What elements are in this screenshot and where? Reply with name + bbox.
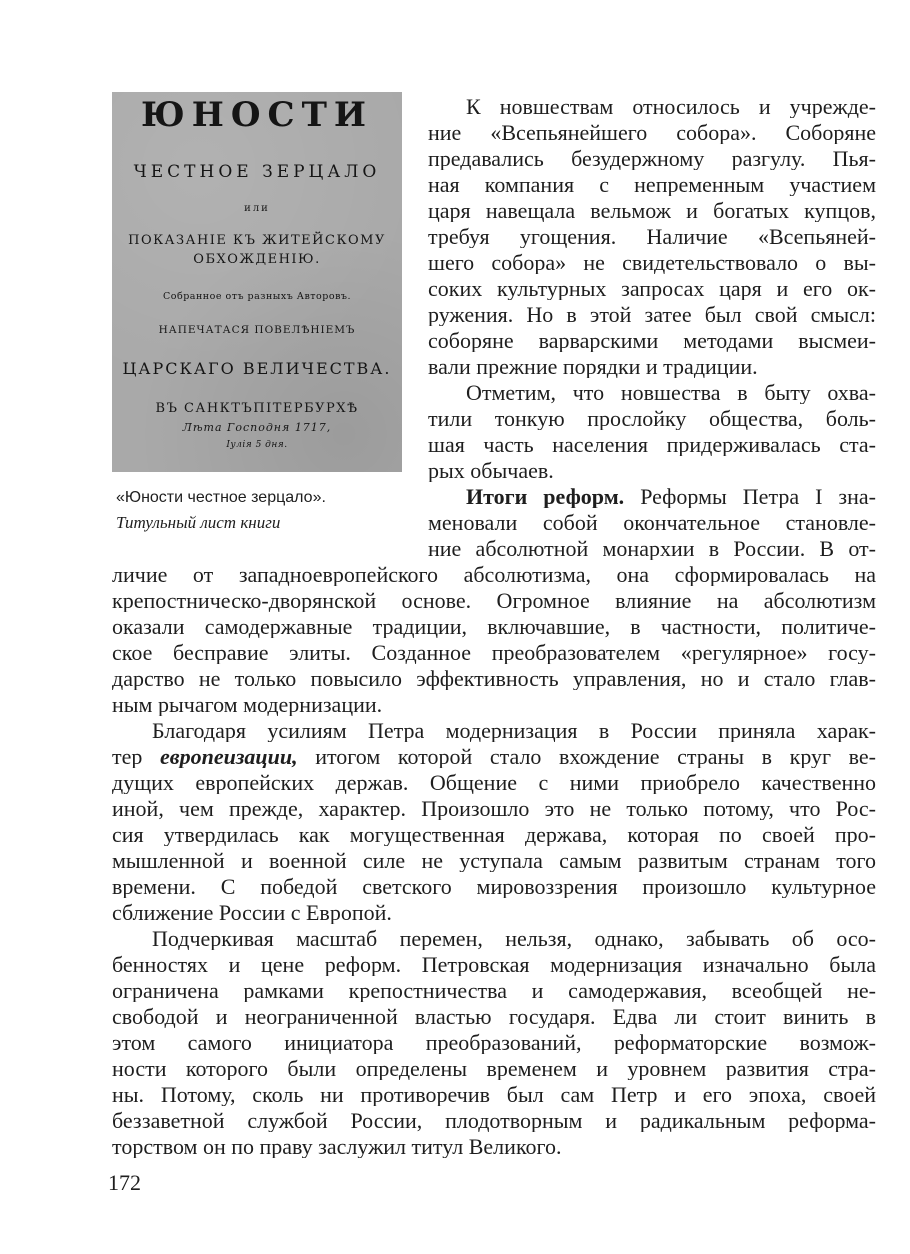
- section-heading: Итоги реформ.: [466, 486, 625, 508]
- text-line: ограничена рамками крепостничества и самодержавия, всеобщей не-: [112, 980, 876, 1002]
- text-line: личие от западноевропейского абсолютизма, она сформировалась на: [112, 564, 876, 586]
- text-line: времени. С победой светского мировоззрения произошло культурное: [112, 876, 876, 898]
- figure-text-line: или: [244, 203, 270, 214]
- figure-text-line: НАПЕЧАТАСЯ ПОВЕЛѢНІЕМЪ: [158, 324, 356, 336]
- figure-caption-title: «Юности честное зерцало».: [116, 489, 326, 506]
- text-line: ружения. Но в этой затее был свой смысл:: [428, 304, 876, 326]
- text-line: ная компания с непременным участием: [428, 174, 876, 196]
- figure-text-line: ПОКАЗАНІЕ КЪ ЖИТЕЙСКОМУ: [128, 233, 386, 248]
- figure-text-line: Іулія 5 дня.: [226, 440, 288, 450]
- text-line: Итоги реформ. Реформы Петра I зна-: [466, 486, 876, 508]
- figure-caption-subtitle: Титульный лист книги: [116, 513, 281, 532]
- text-line: этом самого инициатора преобразований, реформаторские возмож-: [112, 1032, 876, 1054]
- text-line: ние абсолютной монархии в России. В от-: [428, 538, 876, 560]
- text-line: иной, чем прежде, характер. Произошло это не только потому, что Рос-: [112, 798, 876, 820]
- text-line: тили тонкую прослойку общества, боль-: [428, 408, 876, 430]
- text-line: оказали самодержавные традиции, включавшие, в частности, политиче-: [112, 616, 876, 638]
- figure-text-line: ВЪ САНКТЪПІТЕРБУРХѢ: [155, 401, 359, 416]
- figure-text-line: ЧЕСТНОЕ ЗЕРЦАЛО: [133, 162, 381, 182]
- text-line: Отметим, что новшества в быту охва-: [466, 382, 876, 404]
- text-line: К новшествам относилось и учрежде-: [466, 96, 876, 118]
- figure-text-line: ОБХОЖДЕНІЮ.: [193, 252, 321, 267]
- text-line: дущих европейских держав. Общение с ними приобрело качественно: [112, 772, 876, 794]
- text-line: беззаветной службой России, плодотворным и радикальным реформа-: [112, 1110, 876, 1132]
- text-line: сия утвердилась как могущественная держава, которая по своей про-: [112, 824, 876, 846]
- figure-title-line: ЮНОСТИ: [141, 95, 373, 135]
- figure-text-line: Лѣта Господня 1717,: [182, 421, 332, 434]
- text-line: требуя угощения. Наличие «Всепьяней-: [428, 226, 876, 248]
- text-line: свободой и неограниченной властью государя. Едва ли стоит винить в: [112, 1006, 876, 1028]
- emphasis-term: европеизации,: [159, 746, 298, 768]
- text-line: ское бесправие элиты. Созданное преобразователем «регулярное» госу-: [112, 642, 876, 664]
- text-line: соких культурных запросах царя и его ок-: [428, 278, 876, 300]
- text-line: шая часть населения придерживалась ста-: [428, 434, 876, 456]
- text-line: тер европеизации, итогом которой стало вхождение страны в круг ве-: [112, 746, 876, 768]
- text-line: соборяне варварскими методами высмеи-: [428, 330, 876, 352]
- text-line: крепостническо-дворянской основе. Огромное влияние на абсолютизм: [112, 590, 876, 612]
- text-line: вали прежние порядки и традиции.: [428, 356, 758, 378]
- figure-text-line: ЦАРСКАГО ВЕЛИЧЕСТВА.: [122, 359, 392, 378]
- text-line: ны. Потому, сколь ни противоречив был сам Петр и его эпоха, своей: [112, 1084, 876, 1106]
- text-line: сближение России с Европой.: [112, 902, 392, 924]
- text-line: торством он по праву заслужил титул Великого.: [112, 1136, 562, 1158]
- text-line: мышленной и военной силе не уступала самым развитым странам того: [112, 850, 876, 872]
- text-line: рых обычаев.: [428, 460, 554, 482]
- text-line: Благодаря усилиям Петра модернизация в России приняла харак-: [152, 720, 876, 742]
- text-line: дарство не только повысило эффективность управления, но и стало глав-: [112, 668, 876, 690]
- figure-text-line: Собранное отъ разныхъ Авторовъ.: [163, 291, 351, 302]
- text-line: ние «Всепьянейшего собора». Соборяне: [428, 122, 876, 144]
- text-line: ным рычагом модернизации.: [112, 694, 383, 716]
- text-line: царя навещала вельмож и богатых купцов,: [428, 200, 876, 222]
- text-line: бенностях и цене реформ. Петровская модернизация изначально была: [112, 954, 876, 976]
- text-line: шего собора» не свидетельствовало о вы-: [428, 252, 876, 274]
- text-line: ности которого были определены временем и уровнем развития стра-: [112, 1058, 876, 1080]
- text-line: меновали собой окончательное становле-: [428, 512, 876, 534]
- title-page-illustration: [112, 92, 402, 472]
- text-line: Подчеркивая масштаб перемен, нельзя, однако, забывать об осо-: [152, 928, 876, 950]
- text-line: предавались безудержному разгулу. Пья-: [428, 148, 876, 170]
- page-number: 172: [108, 1170, 141, 1195]
